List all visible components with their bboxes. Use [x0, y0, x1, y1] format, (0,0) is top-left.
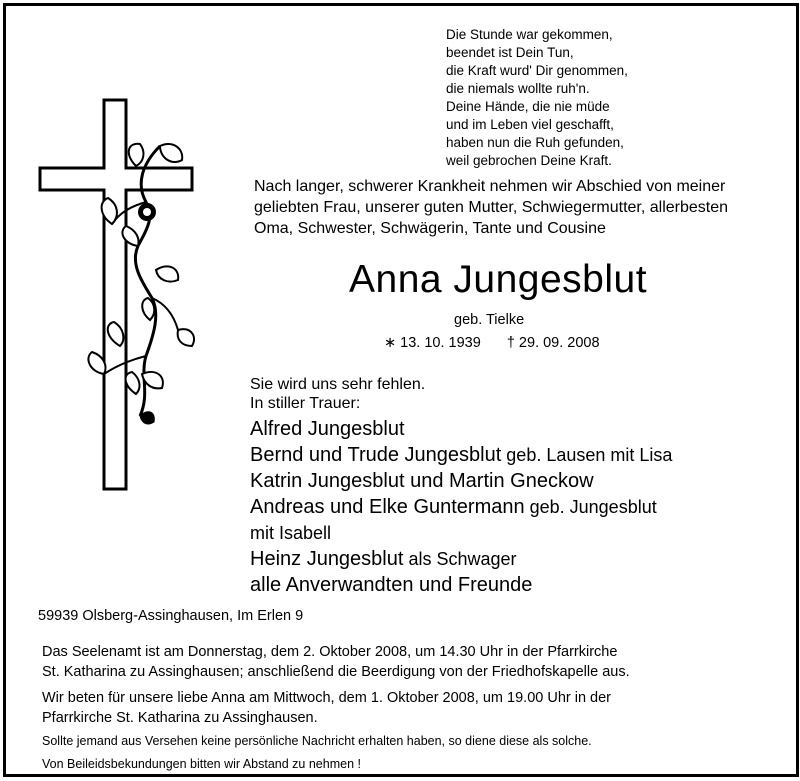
- family-row: [250, 494, 672, 520]
- family-name: Katrin Jungesblut und Martin Gneckow: [250, 470, 594, 492]
- family-name: Alfred Jungesblut: [250, 418, 405, 440]
- intro-line: Oma, Schwester, Schwägerin, Tante und Cousine: [254, 220, 606, 237]
- family-note: mit Isabell: [250, 523, 332, 543]
- family-row: [250, 468, 672, 494]
- poem-line: Deine Hände, die nie müde: [446, 99, 610, 114]
- personal-notice: Sollte jemand aus Versehen keine persönliche Nachricht erhalten haben, so diene diese als solche.: [42, 734, 592, 748]
- deceased-name: Anna Jungesblut: [349, 258, 648, 301]
- life-dates: [384, 335, 622, 351]
- intro-line: Nach langer, schwerer Krankheit nehmen wir Abschied von meiner: [254, 178, 726, 195]
- death-date: † 29. 09. 2008: [506, 335, 600, 351]
- family-name: alle Anverwandten und Freunde: [250, 574, 533, 596]
- intro-text: [254, 176, 728, 239]
- mass-notice: [42, 642, 630, 682]
- notice-line: St. Katharina zu Assinghausen; anschließend die Beerdigung von der Friedhofskapelle aus.: [42, 664, 630, 680]
- family-row: [250, 442, 672, 468]
- intro-line: geliebten Frau, unserer guten Mutter, Schwiegermutter, allerbesten: [254, 199, 729, 216]
- mourning-line: In stiller Trauer:: [250, 395, 361, 412]
- family-note: geb. Jungesblut: [524, 497, 657, 517]
- notice-line: Das Seelenamt ist am Donnerstag, dem 2. Oktober 2008, um 14.30 Uhr in der Pfarrkirche: [42, 644, 618, 660]
- prayer-notice: [42, 688, 611, 728]
- mourning-intro: [250, 375, 425, 413]
- family-note: geb. Lausen mit Lisa: [501, 445, 673, 465]
- family-note: als Schwager: [403, 549, 517, 569]
- notice-line: Wir beten für unsere liebe Anna am Mittwoch, dem 1. Oktober 2008, um 19.00 Uhr in der: [42, 690, 612, 706]
- poem-line: beendet ist Dein Tun,: [446, 45, 574, 60]
- family-row: [250, 520, 672, 546]
- family-name: Andreas und Elke Guntermann: [250, 496, 525, 518]
- condolence-notice: Von Beileidsbekundungen bitten wir Abstand zu nehmen !: [42, 757, 361, 771]
- poem-line: haben nun die Ruh gefunden,: [446, 135, 624, 150]
- family-row: [250, 546, 672, 572]
- obituary-notice: [3, 3, 799, 777]
- family-name: Bernd und Trude Jungesblut: [250, 444, 502, 466]
- poem-line: und im Leben viel geschafft,: [446, 117, 614, 132]
- notice-line: Pfarrkirche St. Katharina zu Assinghausen.: [42, 710, 318, 726]
- birth-date: ∗ 13. 10. 1939: [384, 335, 481, 351]
- cross-with-rose-icon: [32, 94, 202, 494]
- family-row: [250, 416, 672, 442]
- poem-line: die Kraft wurd' Dir genommen,: [446, 63, 628, 78]
- family-name: Heinz Jungesblut: [250, 548, 404, 570]
- mourning-line: Sie wird uns sehr fehlen.: [250, 376, 426, 393]
- birth-name: geb. Tielke: [454, 312, 525, 328]
- poem-line: weil gebrochen Deine Kraft.: [446, 153, 612, 168]
- poem: [446, 26, 628, 170]
- poem-line: Die Stunde war gekommen,: [446, 27, 613, 42]
- address: 59939 Olsberg-Assinghausen, Im Erlen 9: [38, 608, 304, 624]
- family-list: [250, 416, 672, 598]
- poem-line: die niemals wollte ruh'n.: [446, 81, 590, 96]
- family-row: [250, 572, 672, 598]
